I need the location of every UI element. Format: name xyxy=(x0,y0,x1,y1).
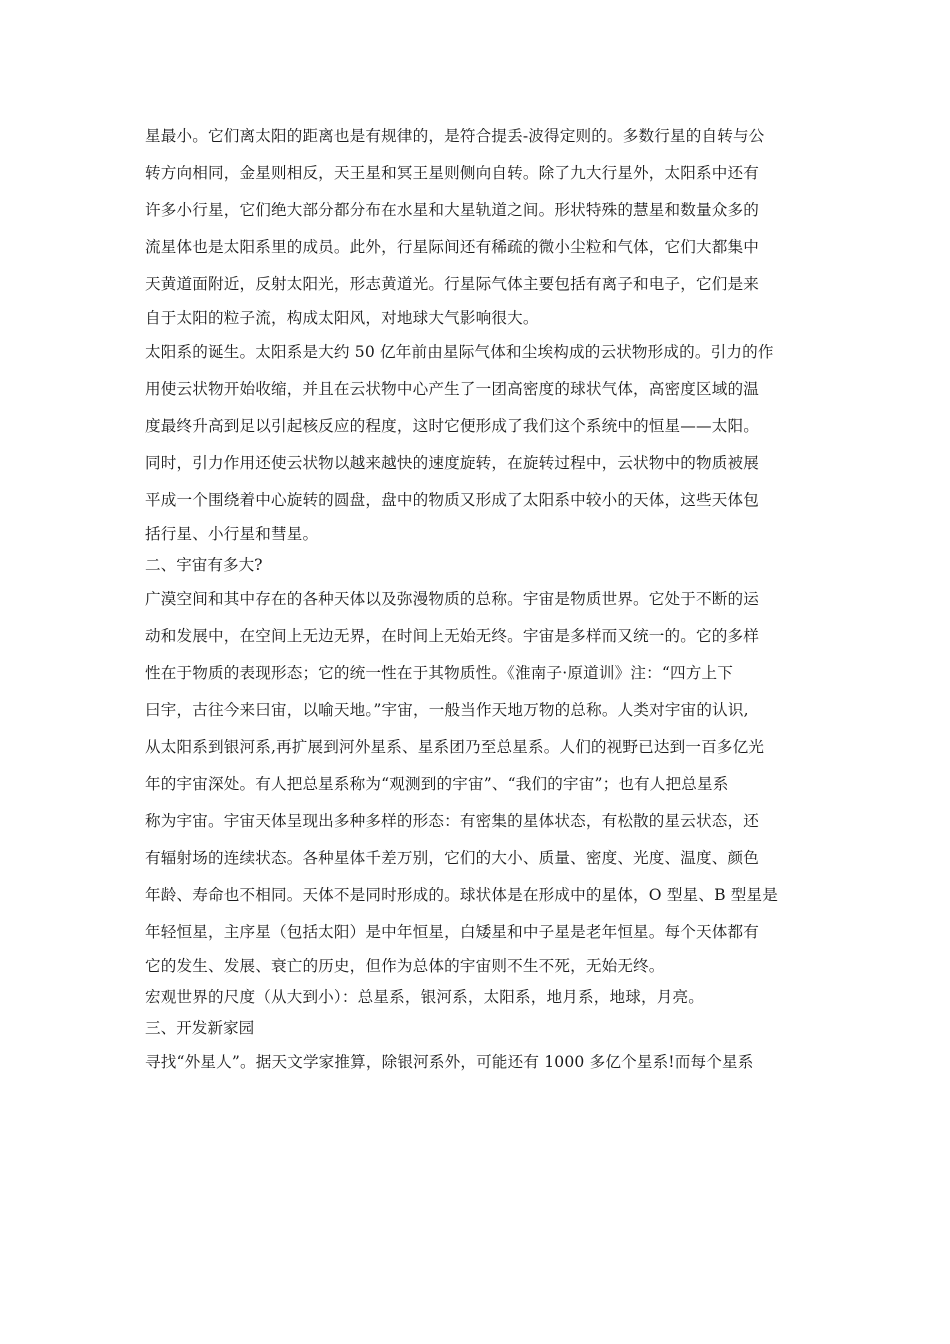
section-heading-universe-size: 二、宇宙有多大? xyxy=(145,556,263,574)
document-body xyxy=(145,118,805,1081)
text-line: 转方向相同，金星则相反，天王星和冥王星则侧向自转。除了九大行星外，太阳系中还有 xyxy=(145,164,760,182)
text-line: 它的发生、发展、衰亡的历史，但作为总体的宇宙则不生不死，无始无终。 xyxy=(145,957,665,975)
text-line: 括行星、小行星和彗星。 xyxy=(145,525,319,543)
text-line: 有辐射场的连续状态。各种星体千差万别，它们的大小、质量、密度、光度、温度、颜色 xyxy=(145,849,760,867)
text-line: 年龄、寿命也不相同。天体不是同时形成的。球状体是在形成中的星体，O 型星、B 型星是 xyxy=(145,886,779,904)
paragraph-solar-system-birth xyxy=(145,334,805,550)
text-line: 动和发展中，在空间上无边无界，在时间上无始无终。宇宙是多样而又统一的。它的多样 xyxy=(145,627,760,645)
text-line: 同时，引力作用还使云状物以越来越快的速度旋转，在旋转过程中，云状物中的物质被展 xyxy=(145,454,760,472)
text-line: 曰宇，古往今来曰宙，以喻天地。”宇宙，一般当作天地万物的总称。人类对宇宙的认识, xyxy=(145,701,749,719)
text-line: 从太阳系到银河系,再扩展到河外星系、星系团乃至总星系。人们的视野已达到一百多亿光 xyxy=(145,738,765,756)
text-line: 用使云状物开始收缩，并且在云状物中心产生了一团高密度的球状气体，高密度区域的温 xyxy=(145,380,760,398)
paragraph-universe-definition xyxy=(145,581,805,982)
section-heading-new-home: 三、开发新家园 xyxy=(145,1019,255,1037)
text-line: 许多小行星，它们绝大部分都分布在水星和大星轨道之间。形状特殊的慧星和数量众多的 xyxy=(145,201,760,219)
text-line: 度最终升高到足以引起核反应的程度，这时它便形成了我们这个系统中的恒星——太阳。 xyxy=(145,417,760,435)
text-line: 性在于物质的表现形态；它的统一性在于其物质性。《淮南子·原道训》注：“四方上下 xyxy=(145,664,733,682)
paragraph-solar-system-members xyxy=(145,118,805,334)
text-line: 天黄道面附近，反射太阳光，形志黄道光。行星际气体主要包括有离子和电子，它们是来 xyxy=(145,275,760,293)
text-line: 广漠空间和其中存在的各种天体以及弥漫物质的总称。宇宙是物质世界。它处于不断的运 xyxy=(145,590,760,608)
text-line: 自于太阳的粒子流，构成太阳风，对地球大气影响很大。 xyxy=(145,309,539,327)
text-line: 流星体也是太阳系里的成员。此外，行星际间还有稀疏的微小尘粒和气体，它们大都集中 xyxy=(145,238,760,256)
text-line: 年的宇宙深处。有人把总星系称为“观测到的宇宙”、“我们的宇宙”；也有人把总星系 xyxy=(145,775,729,793)
text-line: 太阳系的诞生。太阳系是大约 50 亿年前由星际气体和尘埃构成的云状物形成的。引力的作 xyxy=(145,343,774,361)
text-line: 年轻恒星，主序星（包括太阳）是中年恒星，白矮星和中子星是老年恒星。每个天体都有 xyxy=(145,923,760,941)
text-line: 称为宇宙。宇宙天体呈现出多种多样的形态：有密集的星体状态，有松散的星云状态，还 xyxy=(145,812,760,830)
paragraph-macro-scale: 宏观世界的尺度（从大到小）：总星系，银河系，太阳系，地月系，地球，月亮。 xyxy=(145,988,704,1006)
text-line: 星最小。它们离太阳的距离也是有规律的，是符合提丢-波得定则的。多数行星的自转与公 xyxy=(145,127,765,145)
paragraph-seeking-aliens: 寻找“外星人”。据天文学家推算，除银河系外，可能还有 1000 多亿个星系!而每个星系 xyxy=(145,1053,754,1071)
text-line: 平成一个围绕着中心旋转的圆盘，盘中的物质又形成了太阳系中较小的天体，这些天体包 xyxy=(145,491,760,509)
